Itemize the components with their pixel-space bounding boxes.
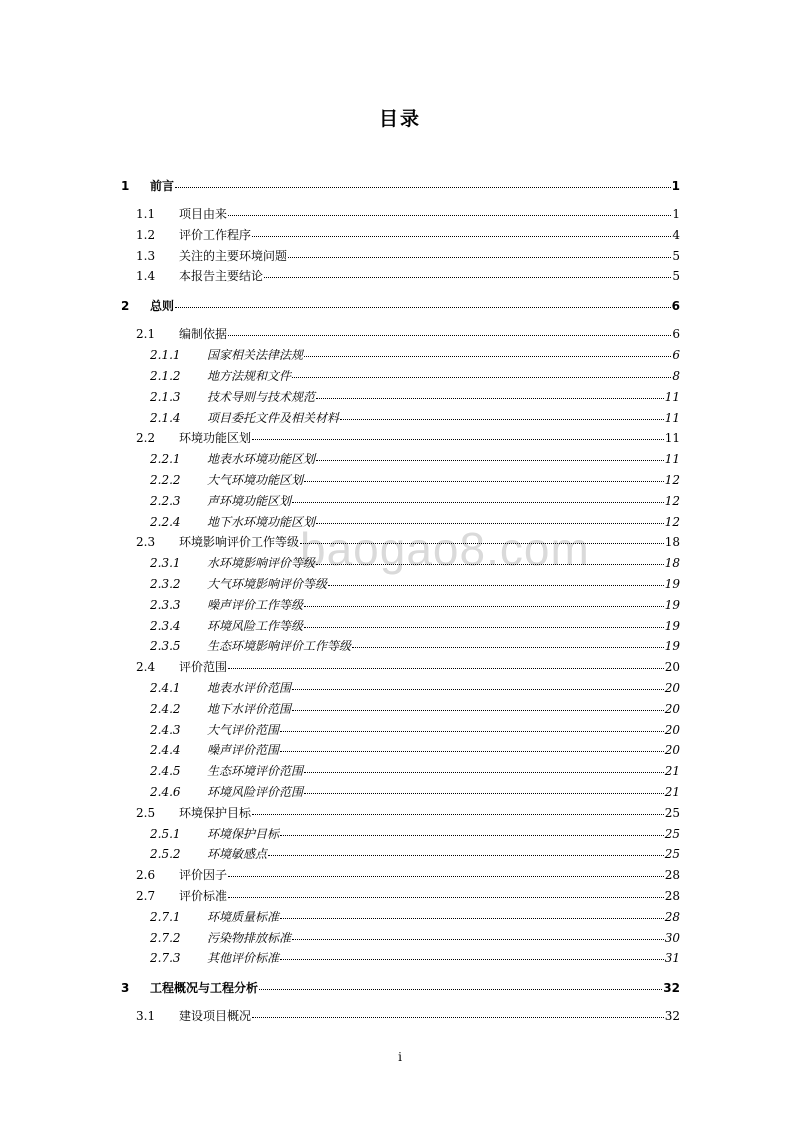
toc-entry-number: 3 xyxy=(121,981,130,996)
dot-leader xyxy=(280,823,664,836)
toc-entry-number: 2.3.4 xyxy=(150,618,181,633)
toc-entry-page: 30 xyxy=(664,930,680,945)
dot-leader xyxy=(292,677,664,690)
dot-leader xyxy=(175,295,671,308)
toc-entry-title: 大气评价范围 xyxy=(207,722,280,737)
toc-entry-number: 2.1.4 xyxy=(150,410,181,425)
toc-entry-title: 关注的主要环境问题 xyxy=(179,248,288,263)
toc-entry-page: 11 xyxy=(664,431,680,446)
dot-leader xyxy=(252,224,671,237)
dot-leader xyxy=(252,802,664,815)
toc-entry-number: 2.2.1 xyxy=(150,452,181,467)
toc-entry-page: 32 xyxy=(664,1009,680,1024)
dot-leader xyxy=(175,175,671,188)
toc-entry-title: 生态环境评价范围 xyxy=(207,764,304,779)
toc-entry-number: 2.1.1 xyxy=(150,348,181,363)
toc-entry[interactable] xyxy=(150,949,680,967)
toc-entry-page: 20 xyxy=(664,701,680,716)
toc-entry[interactable] xyxy=(150,388,680,406)
toc-entry-title: 评价标准 xyxy=(179,889,228,903)
toc-entry[interactable] xyxy=(150,554,680,572)
dot-leader xyxy=(328,573,664,586)
dot-leader xyxy=(280,739,664,752)
toc-entry-number: 2.3.2 xyxy=(150,577,181,591)
toc-entry-title: 总则 xyxy=(150,299,175,314)
toc-entry-title: 前言 xyxy=(150,179,175,193)
toc-entry-page: 8 xyxy=(672,369,680,383)
toc-entry[interactable] xyxy=(136,247,680,265)
toc-entry-number: 1.4 xyxy=(136,269,156,284)
dot-leader xyxy=(280,906,664,919)
toc-entry[interactable] xyxy=(150,783,680,801)
toc-entry-page: 11 xyxy=(664,410,680,425)
toc-entry-number: 2.4.5 xyxy=(150,764,181,779)
toc-entry[interactable] xyxy=(136,804,680,822)
dot-leader xyxy=(300,531,664,544)
toc-entry[interactable] xyxy=(121,177,680,195)
toc-entry[interactable] xyxy=(150,637,680,655)
toc-entry-number: 2.4.4 xyxy=(150,743,181,758)
toc-entry[interactable] xyxy=(150,367,680,385)
toc-entry-number: 2.7.3 xyxy=(150,951,181,966)
dot-leader xyxy=(292,490,664,503)
toc-entry-number: 2.1.3 xyxy=(150,389,181,404)
toc-entry-number: 2.2.2 xyxy=(150,473,181,487)
toc-entry[interactable] xyxy=(121,297,680,315)
dot-leader xyxy=(288,245,671,258)
toc-entry-page: 20 xyxy=(664,722,680,737)
toc-entry-title: 评价工作程序 xyxy=(179,227,252,242)
toc-entry-title: 项目委托文件及相关材料 xyxy=(207,410,340,425)
toc-entry-title: 环境保护目标 xyxy=(179,805,252,820)
toc-entry-title: 水环境影响评价等级 xyxy=(207,556,316,571)
toc-entry-page: 19 xyxy=(664,618,680,633)
toc-entry-title: 地下水评价范围 xyxy=(207,701,292,716)
toc-entry[interactable] xyxy=(150,575,680,593)
toc-entry[interactable] xyxy=(136,866,680,884)
toc-entry-page: 12 xyxy=(664,473,680,487)
page-title: 目录 xyxy=(378,108,421,130)
toc-entry[interactable] xyxy=(150,409,680,427)
toc-entry[interactable] xyxy=(150,346,680,364)
toc-entry-number: 2.2.4 xyxy=(150,514,181,529)
dot-leader xyxy=(304,344,671,357)
dot-leader xyxy=(280,719,664,732)
toc-entry-page: 20 xyxy=(664,660,680,675)
toc-entry-title: 声环境功能区划 xyxy=(207,493,292,508)
toc-entry-title: 项目由来 xyxy=(179,207,228,221)
toc-entry-page: 18 xyxy=(664,535,680,550)
toc-entry-page: 20 xyxy=(664,743,680,758)
toc-entry-title: 技术导则与技术规范 xyxy=(207,389,316,404)
dot-leader xyxy=(280,947,664,960)
toc-entry-title: 评价因子 xyxy=(179,868,228,883)
toc-entry-title: 地表水环境功能区划 xyxy=(207,452,316,467)
toc-entry-title: 地方法规和文件 xyxy=(207,369,292,383)
toc-entry[interactable] xyxy=(150,845,680,863)
toc-entry[interactable] xyxy=(121,979,680,997)
toc-entry-number: 2.3.1 xyxy=(150,556,181,571)
toc-entry[interactable] xyxy=(150,492,680,510)
dot-leader xyxy=(304,615,664,628)
toc-entry-page: 6 xyxy=(671,299,680,314)
toc-entry-number: 2.1.2 xyxy=(150,369,181,383)
toc-entry-page: 28 xyxy=(664,909,680,924)
toc-entry-page: 21 xyxy=(664,764,680,779)
toc-entry-number: 2.3 xyxy=(136,535,156,550)
toc-entry-page: 6 xyxy=(672,327,680,342)
toc-entry-number: 2.3.3 xyxy=(150,597,181,612)
dot-leader xyxy=(228,656,664,669)
toc-entry-page: 20 xyxy=(664,681,680,695)
toc-entry-page: 25 xyxy=(664,847,680,862)
toc-entry-page: 28 xyxy=(664,868,680,883)
toc-entry-title: 环境质量标准 xyxy=(207,909,280,924)
page-number: i xyxy=(398,1050,402,1064)
toc-entry-page: 21 xyxy=(664,785,680,799)
toc-entry-number: 2.5 xyxy=(136,805,156,820)
toc-entry-title: 评价范围 xyxy=(179,660,228,675)
toc-entry-page: 18 xyxy=(664,556,680,571)
toc-entry[interactable] xyxy=(150,617,680,635)
toc-entry[interactable] xyxy=(136,533,680,551)
toc-entry-title: 生态环境影响评价工作等级 xyxy=(207,639,352,654)
dot-leader xyxy=(304,781,664,794)
toc-entry-page: 12 xyxy=(664,514,680,529)
toc-entry-page: 19 xyxy=(664,577,680,591)
toc-entry-page: 4 xyxy=(672,227,680,242)
toc-entry[interactable] xyxy=(136,1007,680,1025)
toc-entry-number: 1 xyxy=(121,179,130,193)
toc-entry-title: 编制依据 xyxy=(179,327,228,342)
toc-entry-title: 环境风险工作等级 xyxy=(207,618,304,633)
dot-leader xyxy=(228,203,671,216)
toc-entry-number: 2.6 xyxy=(136,868,156,883)
watermark: baogao8.com xyxy=(300,523,590,575)
toc-entry-page: 11 xyxy=(664,389,680,404)
dot-leader xyxy=(316,552,664,565)
toc-entry[interactable] xyxy=(150,741,680,759)
toc-entry[interactable] xyxy=(136,226,680,244)
toc-entry-page: 11 xyxy=(664,452,680,467)
toc-entry-title: 地表水评价范围 xyxy=(207,681,292,695)
toc-entry-number: 1.2 xyxy=(136,227,156,242)
toc-entry-title: 大气环境功能区划 xyxy=(207,473,304,487)
toc-entry[interactable] xyxy=(136,887,680,905)
dot-leader xyxy=(228,864,664,877)
dot-leader xyxy=(228,885,664,898)
toc-entry[interactable] xyxy=(136,658,680,676)
toc-entry-number: 2.4.3 xyxy=(150,722,181,737)
toc-entry[interactable] xyxy=(150,721,680,739)
toc-entry-title: 本报告主要结论 xyxy=(179,269,264,284)
toc-entry-title: 环境功能区划 xyxy=(179,431,252,446)
dot-leader xyxy=(292,698,664,711)
toc-entry[interactable] xyxy=(150,762,680,780)
toc-entry-title: 污染物排放标准 xyxy=(207,930,292,945)
toc-entry-page: 19 xyxy=(664,597,680,612)
toc-entry-title: 建设项目概况 xyxy=(179,1009,252,1024)
dot-leader xyxy=(264,265,671,278)
dot-leader xyxy=(292,365,671,378)
dot-leader xyxy=(316,511,664,524)
toc-entry-number: 2.4.2 xyxy=(150,701,181,716)
toc-entry[interactable] xyxy=(150,700,680,718)
toc-entry-number: 2.7.2 xyxy=(150,930,181,945)
toc-entry-number: 2.7.1 xyxy=(150,909,181,924)
toc-entry-number: 2.7 xyxy=(136,889,156,903)
toc-entry-title: 环境风险评价范围 xyxy=(207,785,304,799)
dot-leader xyxy=(304,469,664,482)
toc-entry-number: 1.3 xyxy=(136,248,156,263)
toc-entry-number: 2.2 xyxy=(136,431,156,446)
toc-entry-title: 国家相关法律法规 xyxy=(207,348,304,363)
toc-entry[interactable] xyxy=(150,929,680,947)
toc-entry-title: 地下水环境功能区划 xyxy=(207,514,316,529)
toc-entry-page: 25 xyxy=(664,826,680,841)
dot-leader xyxy=(252,1005,664,1018)
toc-entry[interactable] xyxy=(150,513,680,531)
toc-entry-page: 6 xyxy=(672,348,680,363)
toc-entry[interactable] xyxy=(136,267,680,285)
toc-entry-number: 2.4 xyxy=(136,660,156,675)
toc-entry-number: 1.1 xyxy=(136,207,156,221)
toc-entry-number: 2.1 xyxy=(136,327,156,342)
toc-entry-number: 2.5.2 xyxy=(150,847,181,862)
toc-entry-title: 工程概况与工程分析 xyxy=(150,981,259,996)
toc-entry-title: 其他评价标准 xyxy=(207,951,280,966)
toc-entry-page: 12 xyxy=(664,493,680,508)
toc-entry-page: 5 xyxy=(672,269,680,284)
dot-leader xyxy=(259,977,662,990)
toc-entry[interactable] xyxy=(150,825,680,843)
toc-entry[interactable] xyxy=(136,325,680,343)
dot-leader xyxy=(316,386,664,399)
toc-entry[interactable] xyxy=(150,450,680,468)
toc-entry-page: 32 xyxy=(663,981,680,996)
toc-entry-number: 3.1 xyxy=(136,1009,156,1024)
dot-leader xyxy=(292,927,664,940)
toc-entry[interactable] xyxy=(136,429,680,447)
dot-leader xyxy=(304,594,664,607)
toc-entry-number: 2.5.1 xyxy=(150,826,181,841)
dot-leader xyxy=(268,843,664,856)
toc-entry-number: 2.4.1 xyxy=(150,681,181,695)
dot-leader xyxy=(252,427,664,440)
toc-entry[interactable] xyxy=(150,596,680,614)
toc-entry-title: 大气环境影响评价等级 xyxy=(207,577,328,591)
toc-entry-page: 1 xyxy=(671,179,680,193)
toc-entry[interactable] xyxy=(150,908,680,926)
toc-entry-number: 2.4.6 xyxy=(150,785,181,799)
toc-entry-page: 31 xyxy=(664,951,680,966)
toc-entry-title: 环境影响评价工作等级 xyxy=(179,535,300,550)
toc-entry-number: 2 xyxy=(121,299,130,314)
toc-entry[interactable] xyxy=(136,205,680,223)
dot-leader xyxy=(228,323,671,336)
toc-entry-page: 28 xyxy=(664,889,680,903)
dot-leader xyxy=(352,635,664,648)
toc-entry-title: 噪声评价工作等级 xyxy=(207,597,304,612)
dot-leader xyxy=(316,448,664,461)
toc-entry-title: 环境敏感点 xyxy=(207,847,268,862)
dot-leader xyxy=(304,760,664,773)
toc-entry-page: 25 xyxy=(664,805,680,820)
dot-leader xyxy=(340,407,664,420)
toc-entry-title: 噪声评价范围 xyxy=(207,743,280,758)
toc-entry-number: 2.3.5 xyxy=(150,639,181,654)
toc-entry-page: 5 xyxy=(672,248,680,263)
toc-entry-page: 19 xyxy=(664,639,680,654)
toc-entry[interactable] xyxy=(150,679,680,697)
toc-entry-page: 1 xyxy=(672,207,680,221)
toc-entry-number: 2.2.3 xyxy=(150,493,181,508)
toc-entry-title: 环境保护目标 xyxy=(207,826,280,841)
toc-entry[interactable] xyxy=(150,471,680,489)
